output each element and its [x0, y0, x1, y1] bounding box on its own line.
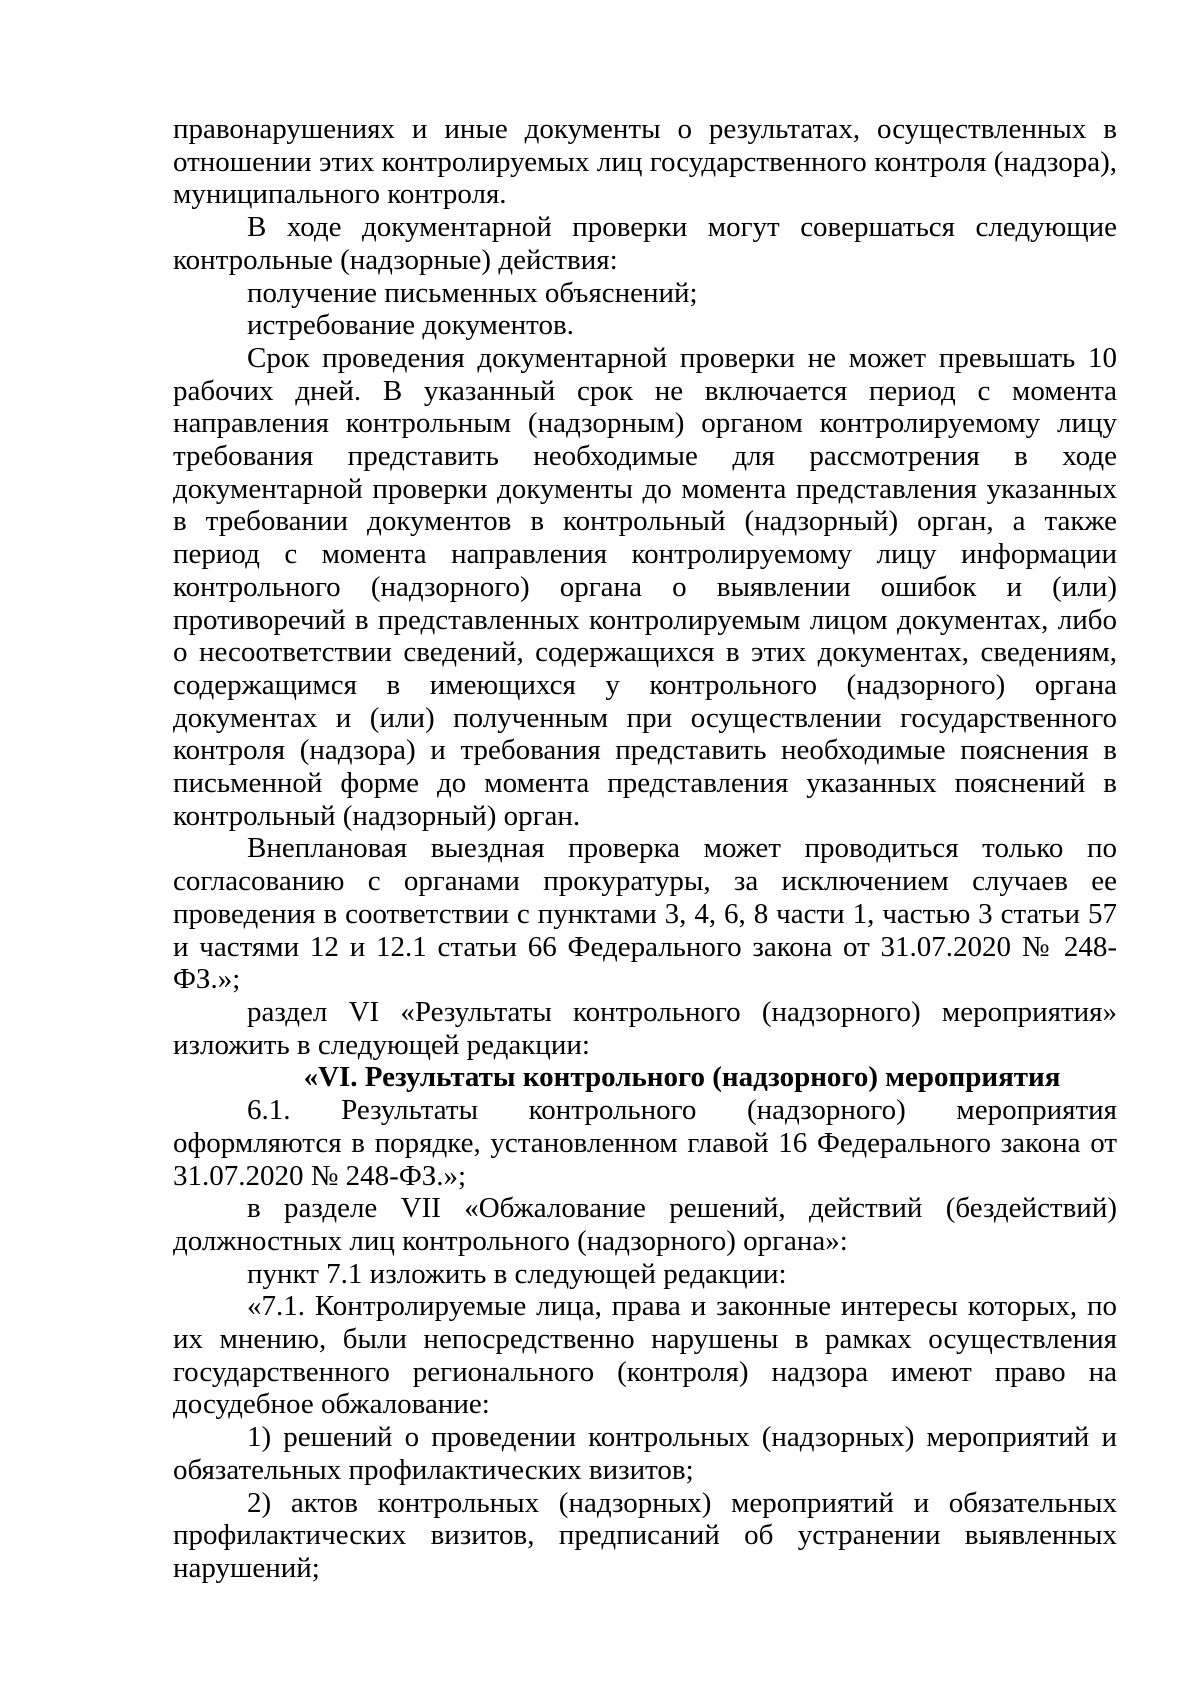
- paragraph-section-vi-amendment: раздел VI «Результаты контрольного (надзорного) мероприятия» изложить в следующей редакции:: [173, 995, 1117, 1061]
- list-item-2: 2) актов контрольных (надзорных) мероприятий и обязательных профилактических визитов, предписаний об устранении выявленных нарушений;: [173, 1486, 1117, 1584]
- paragraph-7-1: «7.1. Контролируемые лица, права и законные интересы которых, по их мнению, были непосредственно нарушены в рамках осуществления государственного регионального (контроля) надзора имеют право на досудебное обжалование:: [173, 1290, 1117, 1421]
- paragraph-section-vii-amendment: в разделе VII «Обжалование решений, действий (бездействий) должностных лиц контрольного (надзорного) органа»:: [173, 1192, 1117, 1257]
- list-item-1: 1) решений о проведении контрольных (надзорных) мероприятий и обязательных профилактических визитов;: [173, 1421, 1117, 1486]
- section-heading: «VI. Результаты контрольного (надзорного) мероприятия: [303, 1061, 1061, 1094]
- list-item-explanations: получение письменных объяснений;: [247, 276, 698, 309]
- paragraph-check-term: Срок проведения документарной проверки не может превышать 10 рабочих дней. В указанный срок не включается период с момента направления контрольным (надзорным) органом контролируемому лицу требования представить необходимые для рассмотрения в ходе документарной проверки документы до момента представления указанных в требовании документов в контрольный (надзорный) орган, а также период с момента направления контролируемому лицу информации контрольного (надзорного) органа о выявлении ошибок и (или) противоречий в представленных контролируемым лицом документах, либо о несоответствии сведений, содержащихся в этих документах, сведениям, содержащимся в имеющихся у контрольного (надзорного) органа документах и (или) полученным при осуществлении государственного контроля (надзора) и требования представить необходимые пояснения в письменной форме до момента представления указанных пояснений в контрольный (надзорный) орган.: [173, 341, 1117, 832]
- paragraph-continuation: правонарушениях и иные документы о результатах, осуществленных в отношении этих контролируемых лиц государственного контроля (надзора), муниципального контроля.: [173, 113, 1117, 211]
- document-page: [173, 113, 1117, 1585]
- paragraph-unscheduled-inspection: Внеплановая выездная проверка может проводиться только по согласованию с органами прокуратуры, за исключением случаев ее проведения в соответствии с пунктами 3, 4, 6, 8 части 1, частью 3 статьи 57 и частями 12 и 12.1 статьи 66 Федерального закона от 31.07.2020 № 248-ФЗ.»;: [173, 832, 1117, 996]
- list-item-documents: истребование документов.: [247, 309, 574, 342]
- paragraph-6-1: 6.1. Результаты контрольного (надзорного) мероприятия оформляются в порядке, установленном главой 16 Федерального закона от 31.07.2020 № 248-ФЗ.»;: [173, 1094, 1117, 1192]
- paragraph-item-7-1-intro: пункт 7.1 изложить в следующей редакции:: [247, 1257, 787, 1290]
- paragraph-check-actions: В ходе документарной проверки могут совершаться следующие контрольные (надзорные) действия:: [173, 211, 1117, 276]
